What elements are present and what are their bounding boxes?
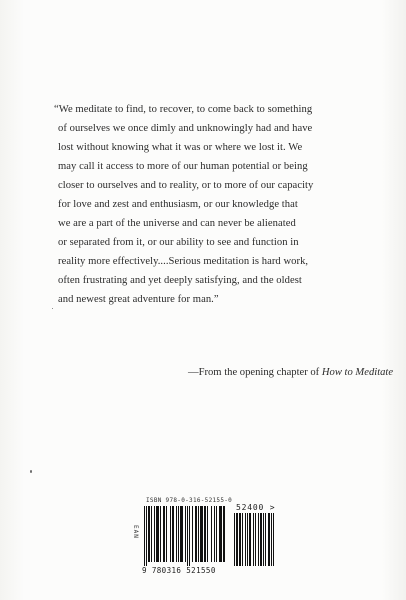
barcode-bar: [185, 506, 186, 562]
barcode-bar: [236, 513, 238, 566]
print-speck: [30, 470, 32, 473]
barcode-bar: [271, 513, 272, 566]
barcode-bar: [260, 513, 262, 566]
quote-attribution: [188, 366, 394, 380]
barcode-bar: [214, 506, 215, 562]
barcode-bar: [239, 513, 241, 566]
barcode-bar: [245, 513, 246, 566]
barcode-bar: [166, 506, 167, 562]
barcode-bar: [176, 506, 177, 562]
barcode-bar: [223, 506, 225, 562]
barcode-bar: [189, 506, 190, 566]
barcode-bar: [160, 506, 161, 562]
barcode-bar: [180, 506, 183, 562]
barcode-bar: [255, 513, 256, 566]
barcode-bar: [258, 513, 259, 566]
ean-label: EAN: [132, 525, 139, 539]
price-addon-bars: [234, 513, 274, 570]
quote-line: “We meditate to find, to recover, to come back to something: [54, 104, 313, 115]
ean-barcode-bars: [144, 506, 226, 566]
barcode-bar: [263, 513, 264, 566]
barcode-bar: [156, 506, 159, 562]
quote-line: of ourselves we once dimly and unknowingly had and have: [58, 123, 313, 134]
barcode-bar: [253, 513, 254, 566]
barcode-bar: [219, 506, 222, 562]
barcode-bar: [187, 506, 188, 566]
barcode-bar: [170, 506, 171, 562]
barcode-bar: [178, 506, 179, 562]
barcode-bar: [151, 506, 152, 562]
price-addon-digits: 52400 >: [236, 503, 276, 512]
barcode-bar: [195, 506, 197, 562]
quote-line: may call it access to more of our human potential or being: [58, 161, 308, 172]
quote-line: for love and zest and enthusiasm, or our knowledge that: [58, 199, 298, 210]
barcode-bar: [216, 506, 217, 562]
barcode-bar: [148, 506, 150, 562]
quote-line: often frustrating and yet deeply satisfying, and the oldest: [58, 275, 302, 286]
barcode-bar: [172, 506, 174, 562]
barcode-bar: [207, 506, 208, 562]
barcode-bar: [146, 506, 147, 566]
ean-digits: 9 780316 521550: [142, 566, 216, 575]
isbn-label: ISBN 978-0-316-52155-0: [146, 497, 233, 504]
barcode-block: [130, 497, 330, 577]
barcode-bar: [154, 506, 155, 562]
print-speck: [52, 308, 53, 309]
quote-line: we are a part of the universe and can never be alienated: [58, 218, 296, 229]
quote-line: reality more effectively....Serious meditation is hard work,: [58, 256, 309, 267]
quote-line: lost without knowing what it was or where we lost it. We: [58, 142, 303, 153]
barcode-bar: [200, 506, 203, 562]
barcode-bar: [204, 506, 206, 562]
attribution-book-title: How to Meditate: [321, 367, 394, 378]
attribution-prefix: —From the opening chapter of: [188, 367, 322, 378]
barcode-bar: [192, 506, 193, 562]
barcode-bar: [273, 513, 274, 566]
cover-quote: [54, 100, 378, 309]
barcode-bar: [242, 513, 243, 566]
barcode-bar: [265, 513, 266, 566]
quote-line: and newest great adventure for man.”: [58, 294, 219, 305]
barcode-bar: [163, 506, 165, 562]
barcode-bar: [211, 506, 212, 562]
barcode-bar: [234, 513, 235, 566]
barcode-bar: [249, 513, 251, 566]
quote-line: or separated from it, or our ability to see and function in: [58, 237, 299, 248]
barcode-bar: [268, 513, 270, 566]
quote-line: closer to ourselves and to reality, or to more of our capacity: [58, 180, 314, 191]
barcode-bar: [144, 506, 145, 566]
barcode-bar: [247, 513, 248, 566]
barcode-bar: [198, 506, 199, 562]
